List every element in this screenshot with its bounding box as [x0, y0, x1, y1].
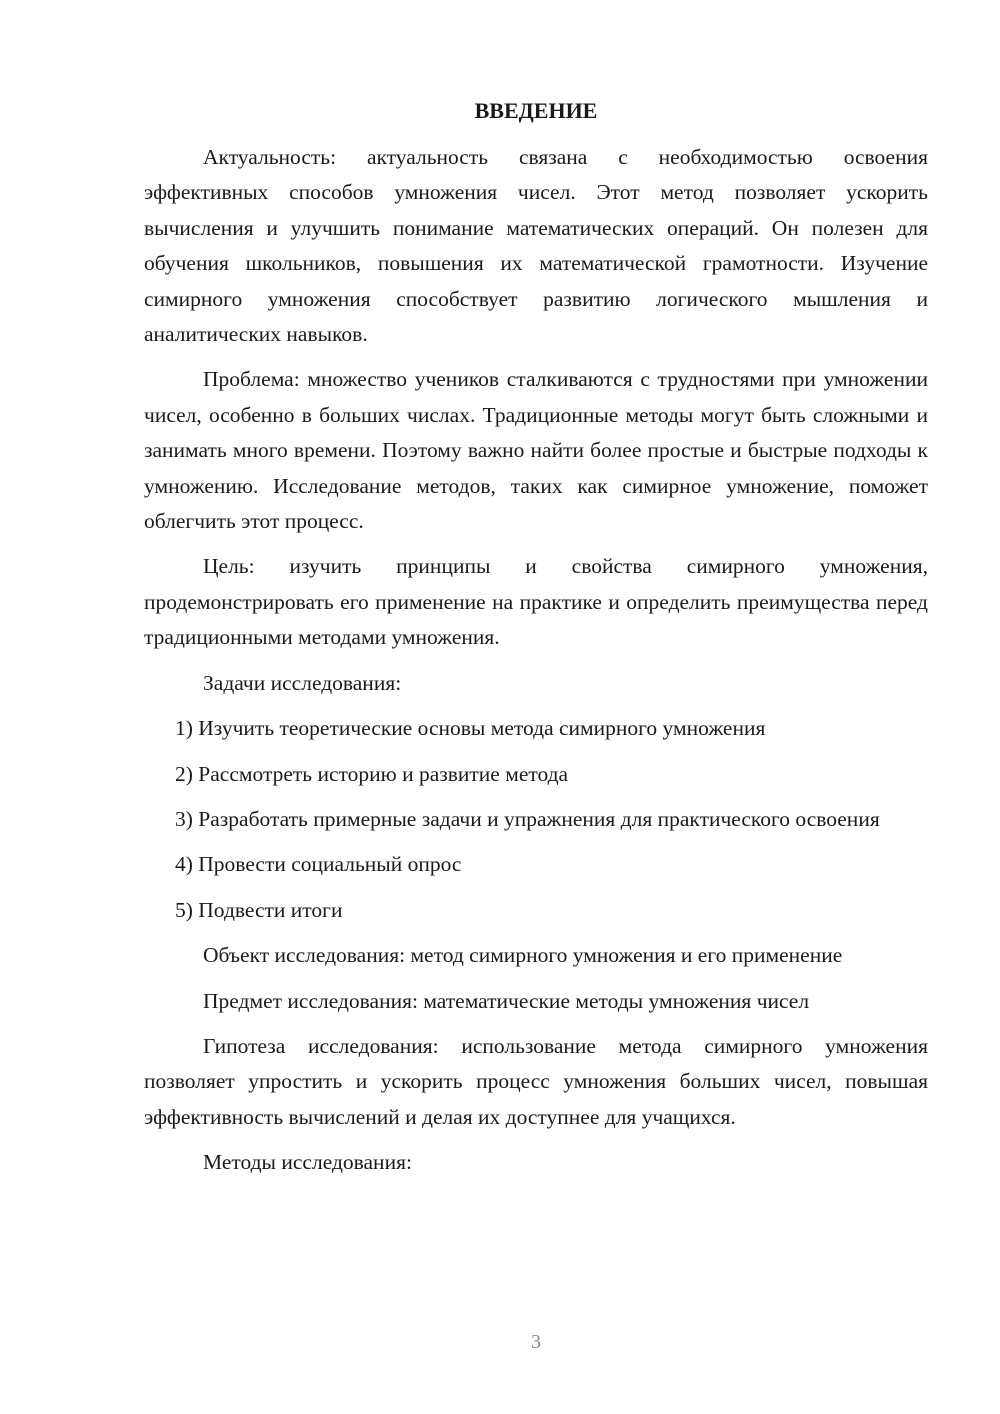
object-paragraph: Объект исследования: метод симирного умножения и его применение: [203, 943, 843, 968]
hypothesis-paragraph: Гипотеза исследования: использование метода симирного умножения позволяет упростить и ускорить процесс умножения больших чисел, повышая эффективность вычислений и делая их доступнее для учащихся.: [144, 1033, 928, 1129]
tasks-intro-paragraph: Задачи исследования:: [203, 670, 402, 695]
relevance-paragraph: Актуальность: актуальность связана с необходимостью освоения эффективных способов умножения чисел. Этот метод позволяет ускорить вычисления и улучшить понимание математических операций. Он полезен для обучения школьников, повышения их математической грамотности. Изучение симирного умножения способствует развитию логического мышления и аналитических навыков.: [144, 145, 928, 347]
goal-paragraph: Цель: изучить принципы и свойства симирного умножения, продемонстрировать его применение на практике и определить преимущества перед традиционными методами умножения.: [144, 554, 928, 650]
methods-intro-paragraph: Методы исследования:: [203, 1150, 412, 1175]
subject-paragraph: Предмет исследования: математические методы умножения чисел: [203, 988, 810, 1013]
task-item-2: 2) Рассмотреть историю и развитие метода: [175, 761, 569, 786]
page-content: [144, 94, 928, 1191]
section-heading: ВВЕДЕНИЕ: [474, 98, 598, 123]
problem-paragraph: Проблема: множество учеников сталкиваются с трудностями при умножении чисел, особенно в больших числах. Традиционные методы могут быть сложными и занимать много времени. Поэтому важно найти более простые и быстрые подходы к умножению. Исследование методов, таких как симирное умножение, поможет облегчить этот процесс.: [144, 367, 928, 534]
task-item-4: 4) Провести социальный опрос: [175, 852, 462, 877]
page-number: 3: [531, 1331, 541, 1353]
task-item-1: 1) Изучить теоретические основы метода симирного умножения: [175, 716, 766, 741]
task-item-5: 5) Подвести итоги: [175, 897, 343, 922]
task-item-3: 3) Разработать примерные задачи и упражнения для практического освоения: [175, 806, 880, 831]
